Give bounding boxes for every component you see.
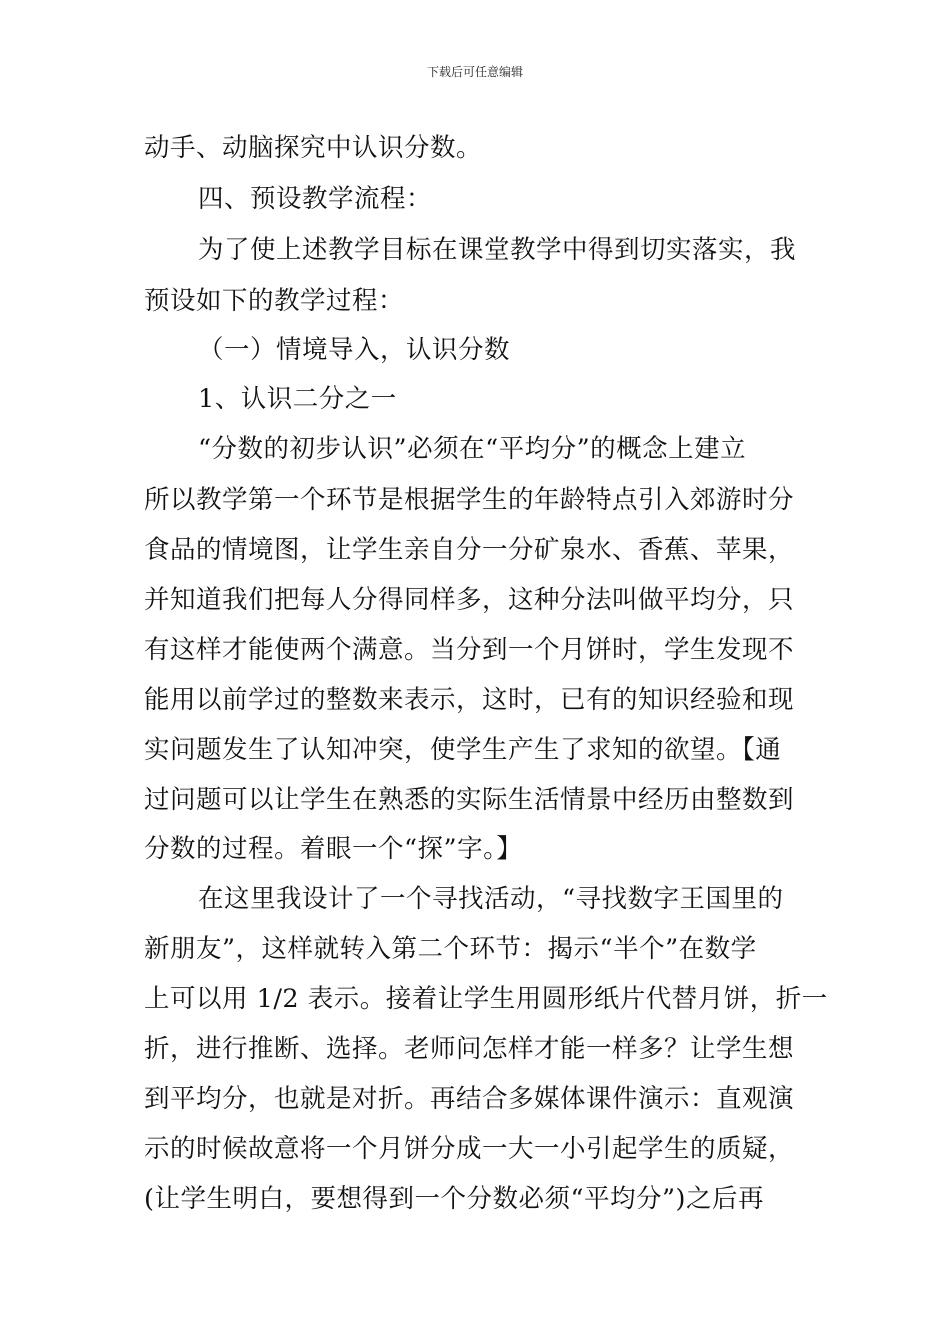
text-line: 分数的过程。着眼一个“探”字。】 <box>144 834 523 864</box>
text-line: 在这里我设计了一个寻找活动，“寻找数字王国里的 <box>198 884 784 914</box>
text-line: 为了使上述教学目标在课堂教学中得到切实落实，我 <box>198 235 797 265</box>
text-line: 并知道我们把每人分得同样多，这种分法叫做平均分，只 <box>144 585 795 615</box>
text-line: 上可以用 1/2 表示。接着让学生用圆形纸片代替月饼，折一 <box>144 984 828 1014</box>
text-line: 预设如下的教学过程： <box>144 286 405 316</box>
section-heading: 四、预设教学流程： <box>198 184 433 214</box>
text-line: (让学生明白，要想得到一个分数必须“平均分”)之后再 <box>144 1184 764 1214</box>
page-header: 下载后可任意编辑 <box>426 65 523 79</box>
text-line: 折，进行推断、选择。老师问怎样才能一样多？让学生想 <box>144 1034 795 1064</box>
text-line: 能用以前学过的整数来表示，这时，已有的知识经验和现 <box>144 685 795 715</box>
text-line: 过问题可以让学生在熟悉的实际生活情景中经历由整数到 <box>144 785 795 815</box>
text-line: “分数的初步认识”必须在“平均分”的概念上建立 <box>198 434 747 464</box>
text-line: 新朋友”，这样就转入第二个环节：揭示“半个”在数学 <box>144 934 757 964</box>
text-line: 食品的情境图，让学生亲自分一分矿泉水、香蕉、苹果， <box>144 535 795 565</box>
text-line: 示的时候故意将一个月饼分成一大一小引起学生的质疑， <box>144 1134 795 1164</box>
text-line: 到平均分，也就是对折。再结合多媒体课件演示：直观演 <box>144 1084 795 1114</box>
text-line: 有这样才能使两个满意。当分到一个月饼时，学生发现不 <box>144 635 795 665</box>
text-line: 所以教学第一个环节是根据学生的年龄特点引入郊游时分 <box>144 485 795 515</box>
subsection-heading: （一）情境导入，认识分数 <box>198 335 511 365</box>
text-line: 实问题发生了认知冲突，使学生产生了求知的欲望。【通 <box>144 735 782 765</box>
text-line: 动手、动脑探究中认识分数。 <box>144 133 483 163</box>
subsection-heading: 1、认识二分之一 <box>198 384 397 414</box>
